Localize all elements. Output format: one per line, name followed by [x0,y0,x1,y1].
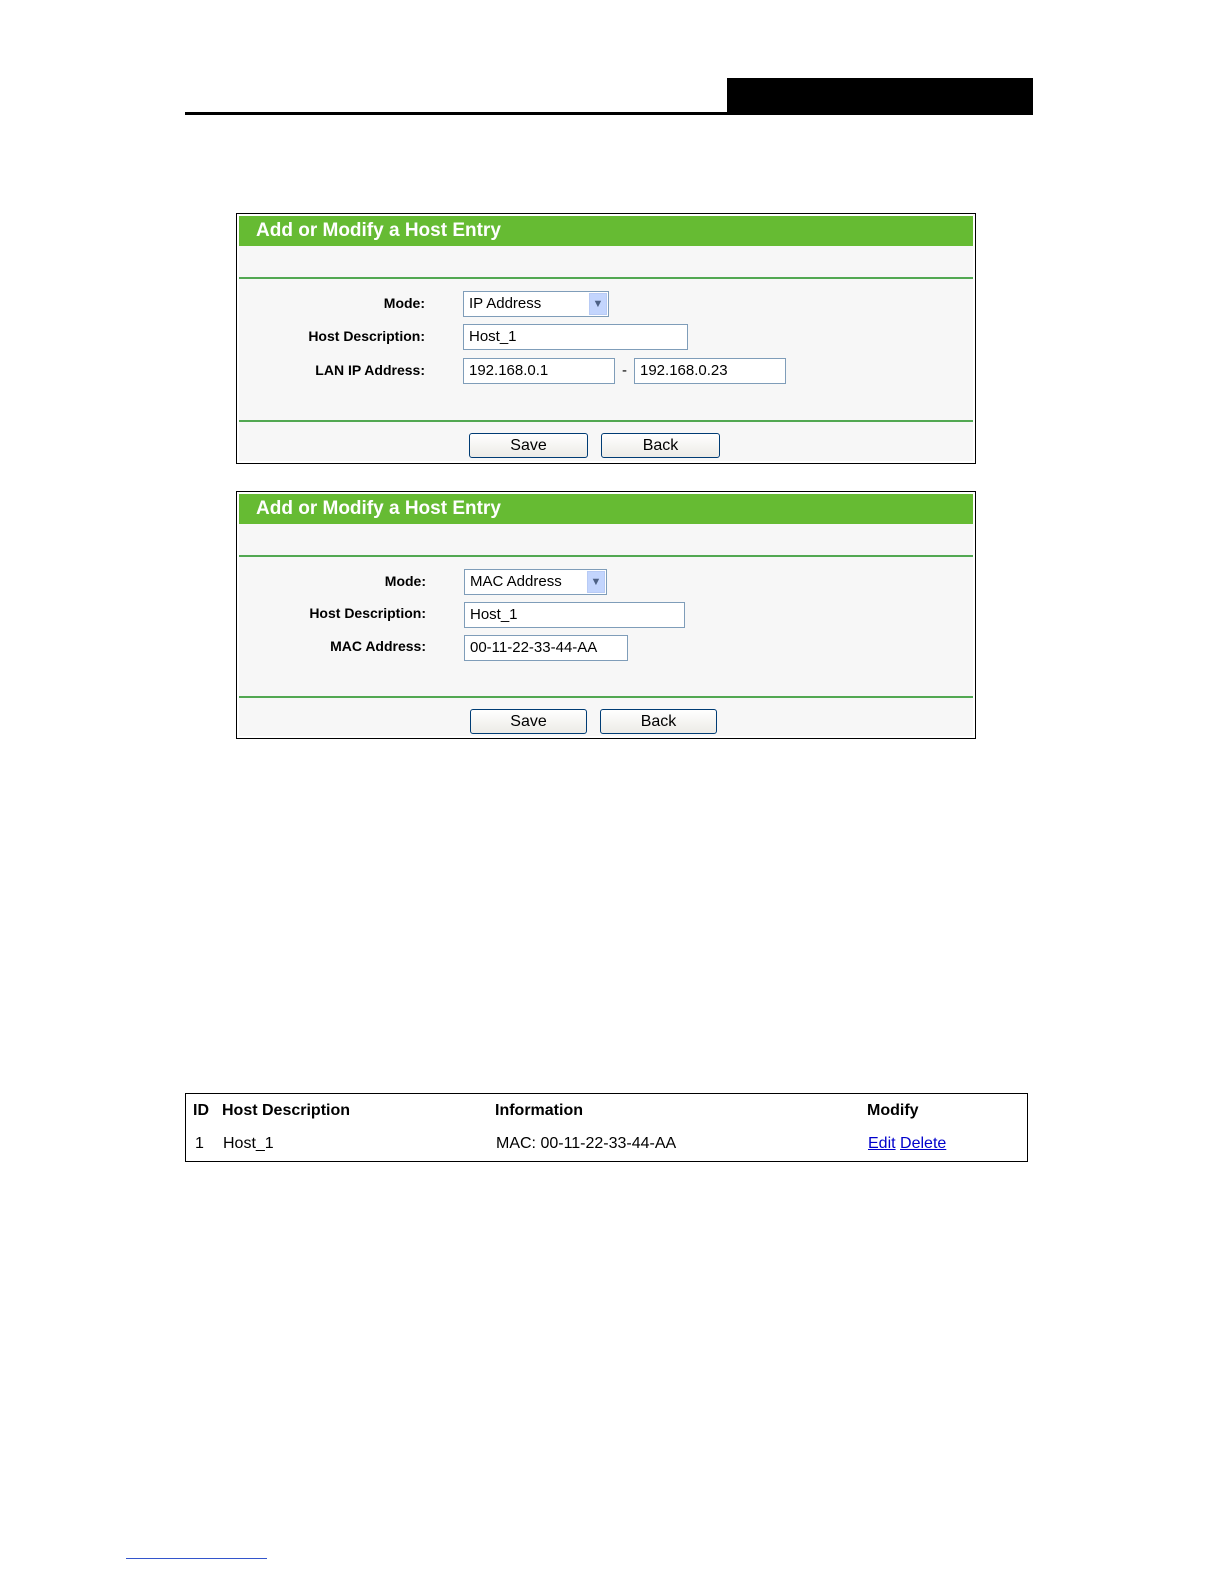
separator [239,420,973,422]
column-header-host-description: Host Description [222,1102,351,1119]
column-header-id: ID [193,1102,209,1119]
mode-select[interactable] [464,569,607,595]
delete-link[interactable]: Delete [900,1135,947,1152]
row-modify [868,1135,946,1153]
panel-title: Add or Modify a Host Entry [239,216,973,246]
mac-address-label: MAC Address: [330,638,426,654]
mode-select-value: IP Address [469,295,542,312]
host-description-input[interactable]: Host_1 [464,602,685,628]
footer-rule [126,1558,267,1559]
header-tab [727,78,1033,115]
row-id: 1 [195,1135,204,1152]
host-description-label: Host Description: [309,605,426,621]
back-button[interactable]: Back [600,709,717,734]
mode-select-value: MAC Address [470,573,562,590]
panel-title: Add or Modify a Host Entry [239,494,973,524]
lan-ip-address-label: LAN IP Address: [315,362,425,378]
host-description-label: Host Description: [308,328,425,344]
save-button[interactable]: Save [470,709,587,734]
row-information: MAC: 00-11-22-33-44-AA [496,1135,677,1152]
separator [239,696,973,698]
ip-start-input[interactable]: 192.168.0.1 [463,358,615,384]
mode-select[interactable] [463,291,609,317]
row-host-description: Host_1 [223,1135,274,1152]
column-header-modify: Modify [867,1102,919,1119]
column-header-information: Information [495,1102,583,1119]
panel-body [239,494,973,736]
host-entry-panel-mac [236,491,976,739]
host-list-table [185,1093,1028,1162]
panel-body [239,216,973,461]
ip-end-input[interactable]: 192.168.0.23 [634,358,786,384]
ip-range-separator: - [622,362,627,379]
back-button[interactable]: Back [601,433,720,458]
chevron-down-icon[interactable]: ▼ [589,293,607,315]
mode-label: Mode: [383,295,425,311]
separator [239,555,973,557]
chevron-down-icon[interactable]: ▼ [587,571,605,593]
host-description-input[interactable]: Host_1 [463,324,688,350]
header-rule [185,112,1033,115]
separator [239,277,973,279]
edit-link[interactable]: Edit [868,1135,896,1152]
mode-label: Mode: [384,573,426,589]
host-entry-panel-ip [236,213,976,464]
mac-address-input[interactable]: 00-11-22-33-44-AA [464,635,628,661]
save-button[interactable]: Save [469,433,588,458]
